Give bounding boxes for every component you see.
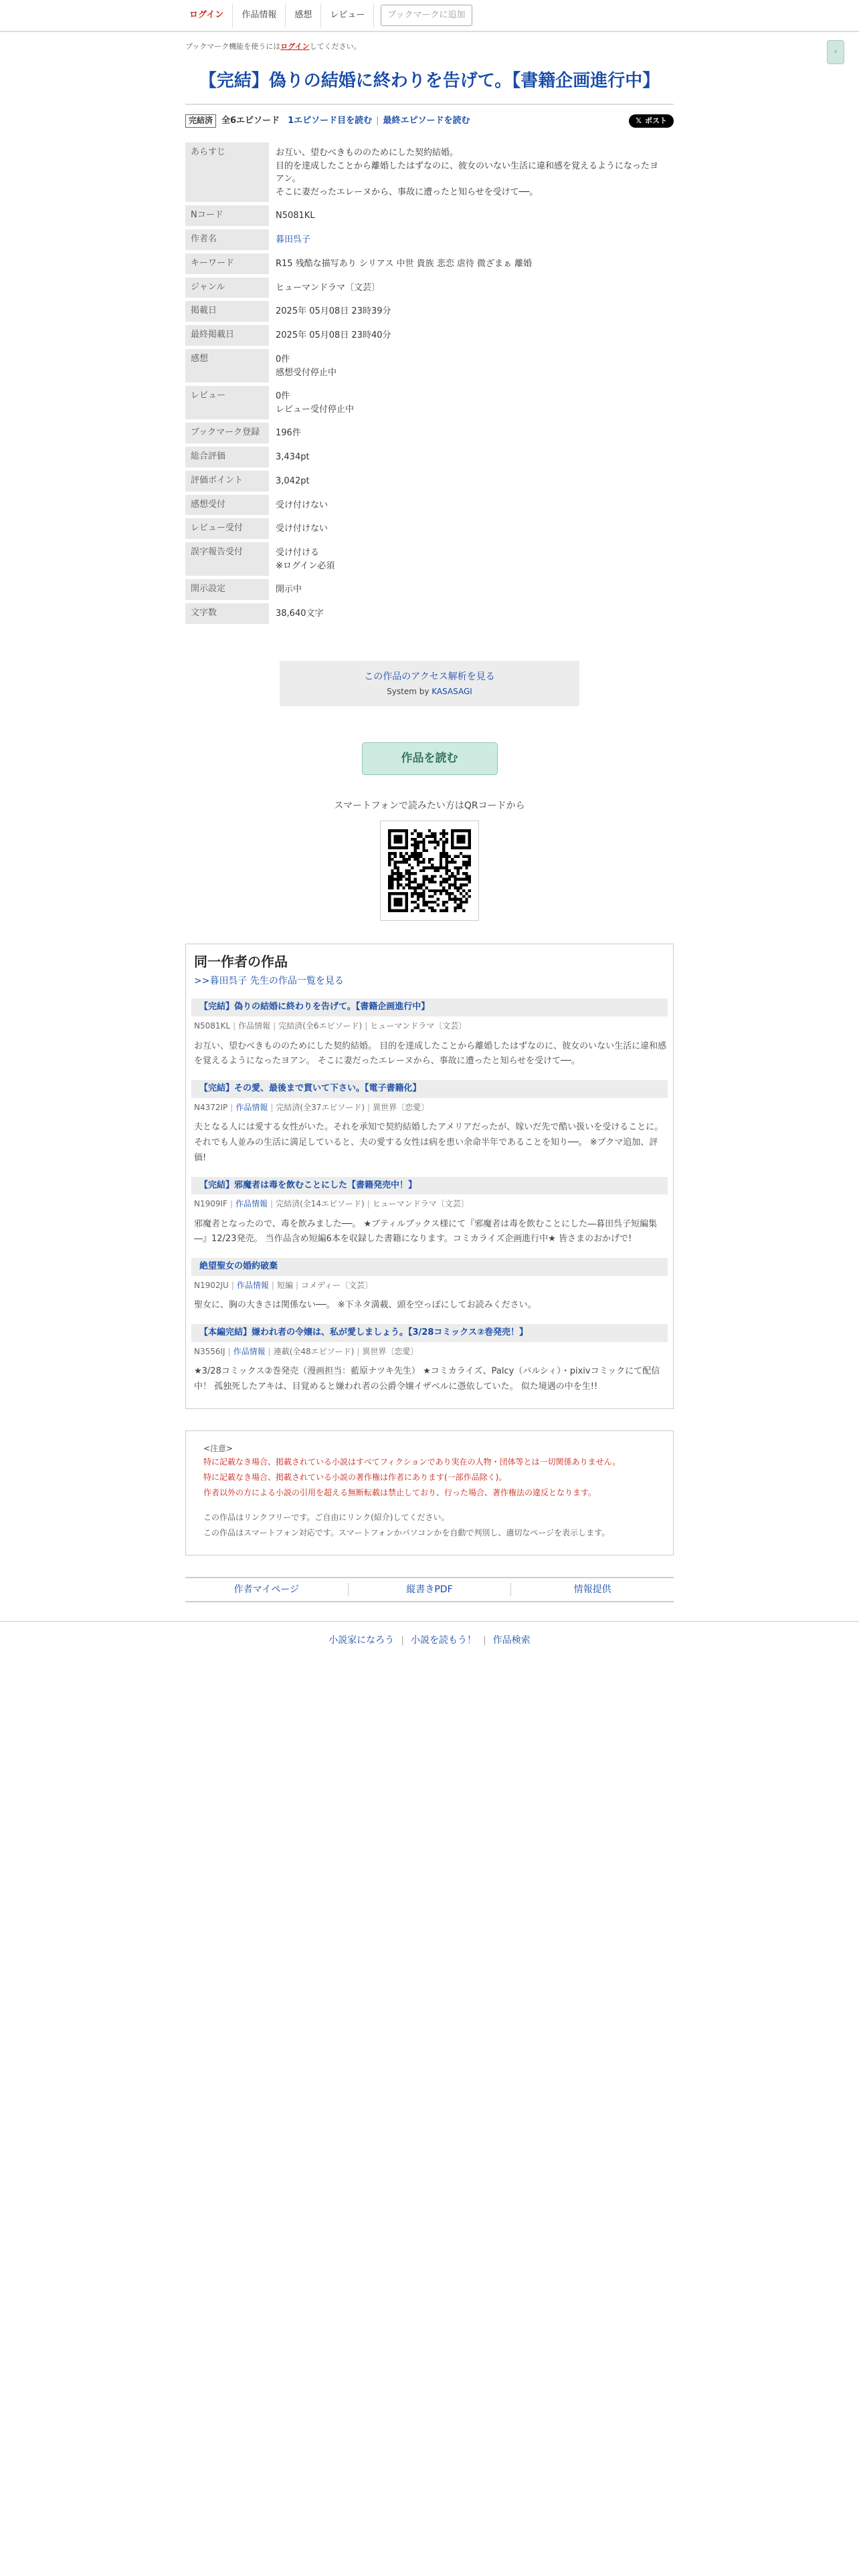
status-badge: 完結済	[185, 114, 216, 127]
info-label: 感想受付	[185, 495, 269, 516]
info-value: お互い、望むべきもののためにした契約結婚。 目的を達成したことから離婚したはずなのに、彼女のいない生活に違和感を覚えるようになったヨアン。 そこに妻だったエレーヌから、事故に遭ったと知らせを受けて──。	[276, 148, 659, 197]
footer-navigation	[185, 1577, 674, 1602]
top-navigation	[0, 0, 859, 32]
bookmark-notice-login-link[interactable]: ログイン	[280, 42, 310, 51]
info-label: ジャンル	[185, 278, 269, 299]
work-ncode: N1909IF	[194, 1199, 227, 1209]
info-label: 感想	[185, 349, 269, 383]
episode-link-separator: |	[376, 115, 379, 126]
author-name-link[interactable]: 暮田呉子	[276, 234, 311, 245]
info-label: 開示設定	[185, 579, 269, 601]
notice-red-line: 特に記載なき場合、掲載されている小説はすべてフィクションであり実在の人物・団体等とは一切関係ありません。	[203, 1457, 621, 1467]
report-info-link[interactable]: 情報提供	[573, 1584, 611, 1596]
work-genre: コメディー〔文芸〕	[301, 1281, 373, 1291]
syosetu-home-link[interactable]: 小説家になろう	[328, 1635, 395, 1646]
work-status: 完結済(全14エピソード)	[276, 1199, 365, 1209]
info-row	[185, 386, 674, 420]
first-episode-link[interactable]: 1エピソード目を読む	[288, 115, 373, 126]
notice-heading: <注意>	[203, 1443, 233, 1453]
info-label: 評価ポイント	[185, 471, 269, 492]
status-bar	[185, 114, 674, 128]
work-info-link[interactable]: 作品情報	[235, 1102, 268, 1112]
work-title-text[interactable]: 【本編完結】嫌われ者の令嬢は、私が愛しましょう。【3/28コミックス②巻発売！】	[199, 1327, 529, 1338]
work-info-link[interactable]: 作品情報	[236, 1281, 269, 1291]
info-row	[185, 229, 674, 251]
work-title-link[interactable]	[191, 1324, 668, 1342]
work-meta: N3556IJ | 作品情報 | 連載(全48エピソード) | 異世界〔恋愛〕	[194, 1347, 419, 1357]
info-label: 最終掲載日	[185, 325, 269, 346]
info-label: 掲載日	[185, 301, 269, 322]
info-row	[185, 495, 674, 516]
info-value: 0件 感想受付停止中	[276, 354, 337, 378]
info-label: レビュー	[185, 386, 269, 420]
work-item	[191, 998, 668, 1069]
qr-code	[380, 821, 479, 921]
work-genre: 異世界〔恋愛〕	[362, 1347, 419, 1357]
info-row	[185, 579, 674, 601]
work-title-text[interactable]: 【完結】その愛、最後まで貫いて下さい。【電子書籍化】	[199, 1083, 421, 1094]
notice-red-line: 作者以外の方による小説の引用を超える無断転載は禁止しており、行った場合、著作権法の違反となります。	[203, 1487, 597, 1497]
notice-gray-line: この作品はスマートフォン対応です。スマートフォンかパソコンかを自動で判別し、適切なページを表示します。	[203, 1527, 610, 1537]
info-row	[185, 447, 674, 468]
info-value: R15 残酷な描写あり シリアス 中世 貴族 悲恋 虐待 微ざまぁ 離婚	[276, 258, 533, 269]
chevron-left-icon[interactable]: ‹	[827, 40, 844, 64]
bookmark-notice-before: ブックマーク機能を使うには	[185, 42, 281, 51]
info-label: 誤字報告受付	[185, 542, 269, 576]
add-bookmark-button[interactable]: ブックマークに追加	[381, 5, 472, 26]
system-credit-prefix: System by	[387, 687, 430, 697]
work-description: 夫となる人には愛する女性がいた。それを承知で契約結婚したアメリアだったが、嫁いだ先で酷い扱いを受けることに。それでも人並みの生活に満足していると、夫の愛する女性は病を患い余命半年であることを知り──。 ※ブクマ追加、評価!	[194, 1122, 664, 1163]
footer-separator: |	[401, 1635, 404, 1646]
work-genre: 異世界〔恋愛〕	[373, 1102, 430, 1112]
info-label: 総合評価	[185, 447, 269, 468]
info-value: 開示中	[276, 584, 302, 595]
work-genre: ヒューマンドラマ〔文芸〕	[370, 1021, 467, 1031]
author-mypage-link[interactable]: 作者マイページ	[185, 1583, 349, 1596]
info-label: あらすじ	[185, 142, 269, 203]
footer-separator: |	[483, 1635, 486, 1646]
work-item	[191, 1324, 668, 1395]
info-value: 受け付けない	[276, 524, 328, 534]
info-label: 作者名	[185, 229, 269, 251]
vertical-pdf-link[interactable]: 縦書きPDF	[349, 1583, 512, 1596]
login-link[interactable]: ログイン	[185, 3, 233, 27]
info-row	[185, 423, 674, 444]
same-author-heading: 同一作者の作品	[194, 953, 288, 970]
work-search-link[interactable]: 作品検索	[492, 1635, 531, 1646]
info-row	[185, 278, 674, 299]
work-meta: N1902JU | 作品情報 | 短編 | コメディー〔文芸〕	[194, 1281, 373, 1291]
info-row	[185, 205, 674, 227]
last-episode-link[interactable]: 最終エピソードを読む	[383, 115, 470, 126]
info-value: 2025年 05月08日 23時40分	[276, 330, 391, 341]
work-status: 連載(全48エピソード)	[273, 1347, 355, 1357]
episode-count: 全6エピソード	[221, 115, 280, 126]
info-value: 38,640文字	[276, 609, 324, 619]
work-ncode: N1902JU	[194, 1281, 229, 1291]
info-label: 文字数	[185, 603, 269, 625]
work-item	[191, 1080, 668, 1166]
work-item	[191, 1177, 668, 1248]
kasasagi-link[interactable]: KASASAGI	[432, 687, 472, 697]
work-status: 完結済(全37エピソード)	[276, 1102, 365, 1112]
work-genre: ヒューマンドラマ〔文芸〕	[372, 1199, 469, 1209]
yomou-link[interactable]: 小説を読もう！	[411, 1635, 476, 1646]
work-ncode: N4372IP	[194, 1102, 228, 1112]
post-button-label: ポスト	[645, 116, 667, 126]
info-value: 3,042pt	[276, 475, 310, 486]
access-analysis-link[interactable]: この作品のアクセス解析を見る	[364, 671, 495, 682]
access-analysis-box	[280, 661, 579, 706]
info-row	[185, 542, 674, 576]
info-row	[185, 325, 674, 346]
info-value: 3,434pt	[276, 451, 310, 462]
work-item	[191, 1258, 668, 1313]
info-value: ヒューマンドラマ〔文芸〕	[276, 282, 381, 293]
info-value: N5081KL	[276, 211, 315, 221]
author-works-list-link[interactable]: >>暮田呉子 先生の作品一覧を見る	[194, 975, 344, 986]
post-button[interactable]	[629, 114, 674, 128]
qr-label: スマートフォンで読みたい方はQRコードから	[334, 800, 525, 811]
work-description: ★3/28コミックス②巻発売（漫画担当：藍原ナツキ先生） ★コミカライズ、Palcy（パルシィ）・pixivコミックにて配信中！ 孤独死したアキは、目覚めると嫌われ者の公爵令嬢イザベルに憑依していた。 似た境遇の中を生!!	[194, 1366, 660, 1392]
work-status: 短編	[276, 1281, 293, 1291]
work-title-link[interactable]	[191, 998, 668, 1016]
info-row	[185, 301, 674, 322]
bookmark-notice	[185, 41, 674, 52]
info-label: レビュー受付	[185, 518, 269, 540]
work-title-text[interactable]: 【完結】邪魔者は毒を飲むことにした【書籍発売中！】	[199, 1180, 417, 1190]
novel-title: 【完結】偽りの結婚に終わりを告げて。【書籍企画進行中】	[185, 70, 674, 105]
work-description: 邪魔者となったので、毒を飲みました──。 ★ブティルブックス様にて『邪魔者は毒を飲むことにした―暮田呉子短編集―』12/23発売。 当作品含め短編6本を収録した書籍になります。コミカライズ企画進行中★ 皆さまのおかげで!	[194, 1218, 658, 1245]
work-info-link[interactable]: 作品情報	[233, 1347, 266, 1357]
info-row	[185, 603, 674, 625]
site-footer	[0, 1621, 859, 1647]
info-value: 受け付ける ※ログイン必須	[276, 548, 335, 571]
work-description: お互い、望むべきもののためにした契約結婚。 目的を達成したことから離婚したはずなのに、彼女のいない生活に違和感を覚えるようになったヨアン。 そこに妻だったエレーヌから、事故に遭ったと知らせを受けて──。	[194, 1041, 667, 1067]
info-value: 196件	[276, 428, 301, 439]
info-row	[185, 253, 674, 275]
info-value	[269, 229, 674, 251]
work-status: 完結済(全6エピソード)	[278, 1021, 363, 1031]
nav-item-impressions[interactable]: 感想	[286, 3, 321, 27]
nav-item-work-info[interactable]: 作品情報	[233, 3, 286, 27]
work-title-text[interactable]: 【完結】偽りの結婚に終わりを告げて。【書籍企画進行中】	[199, 1002, 430, 1012]
x-logo-icon: 𝕏	[636, 116, 642, 126]
work-meta: N5081KL | 作品情報 | 完結済(全6エピソード) | ヒューマンドラマ〔文芸〕	[194, 1021, 467, 1031]
work-title-link[interactable]	[191, 1177, 668, 1195]
info-row	[185, 518, 674, 540]
novel-info-table	[185, 140, 674, 627]
work-title-text[interactable]: 絶望聖女の婚約破棄	[199, 1261, 278, 1272]
info-label: ブックマーク登録	[185, 423, 269, 444]
bookmark-notice-after: してください。	[309, 42, 361, 51]
work-meta: N4372IP | 作品情報 | 完結済(全37エピソード) | 異世界〔恋愛〕	[194, 1102, 430, 1112]
info-label: キーワード	[185, 253, 269, 275]
work-info-link[interactable]: 作品情報	[235, 1199, 268, 1209]
work-title-link[interactable]	[191, 1258, 668, 1276]
info-row	[185, 349, 674, 383]
info-label: Nコード	[185, 205, 269, 227]
work-ncode: N3556IJ	[194, 1347, 225, 1357]
same-author-works	[185, 944, 674, 1409]
notice-red-line: 特に記載なき場合、掲載されている小説の著作権は作者にあります(一部作品除く)。	[203, 1473, 507, 1483]
notice-box	[185, 1430, 674, 1555]
info-value: 2025年 05月08日 23時39分	[276, 306, 391, 317]
system-credit	[280, 686, 579, 697]
work-meta: N1909IF | 作品情報 | 完結済(全14エピソード) | ヒューマンドラマ〔文芸〕	[194, 1199, 469, 1209]
work-ncode: N5081KL	[194, 1021, 231, 1031]
info-value: 0件 レビュー受付停止中	[276, 391, 355, 415]
info-row	[185, 471, 674, 492]
notice-gray-line: この作品はリンクフリーです。ご自由にリンク(紹介)してください。	[203, 1512, 450, 1522]
nav-item-reviews[interactable]: レビュー	[321, 3, 374, 27]
work-title-link[interactable]	[191, 1080, 668, 1098]
read-work-button[interactable]: 作品を読む	[362, 742, 498, 775]
info-row	[185, 142, 674, 203]
info-value: 受け付けない	[276, 500, 328, 510]
work-info-link[interactable]: 作品情報	[238, 1021, 271, 1031]
work-description: 聖女に、胸の大きさは関係ない──。 ※下ネタ満載、頭を空っぽにしてお読みください。	[194, 1300, 537, 1311]
